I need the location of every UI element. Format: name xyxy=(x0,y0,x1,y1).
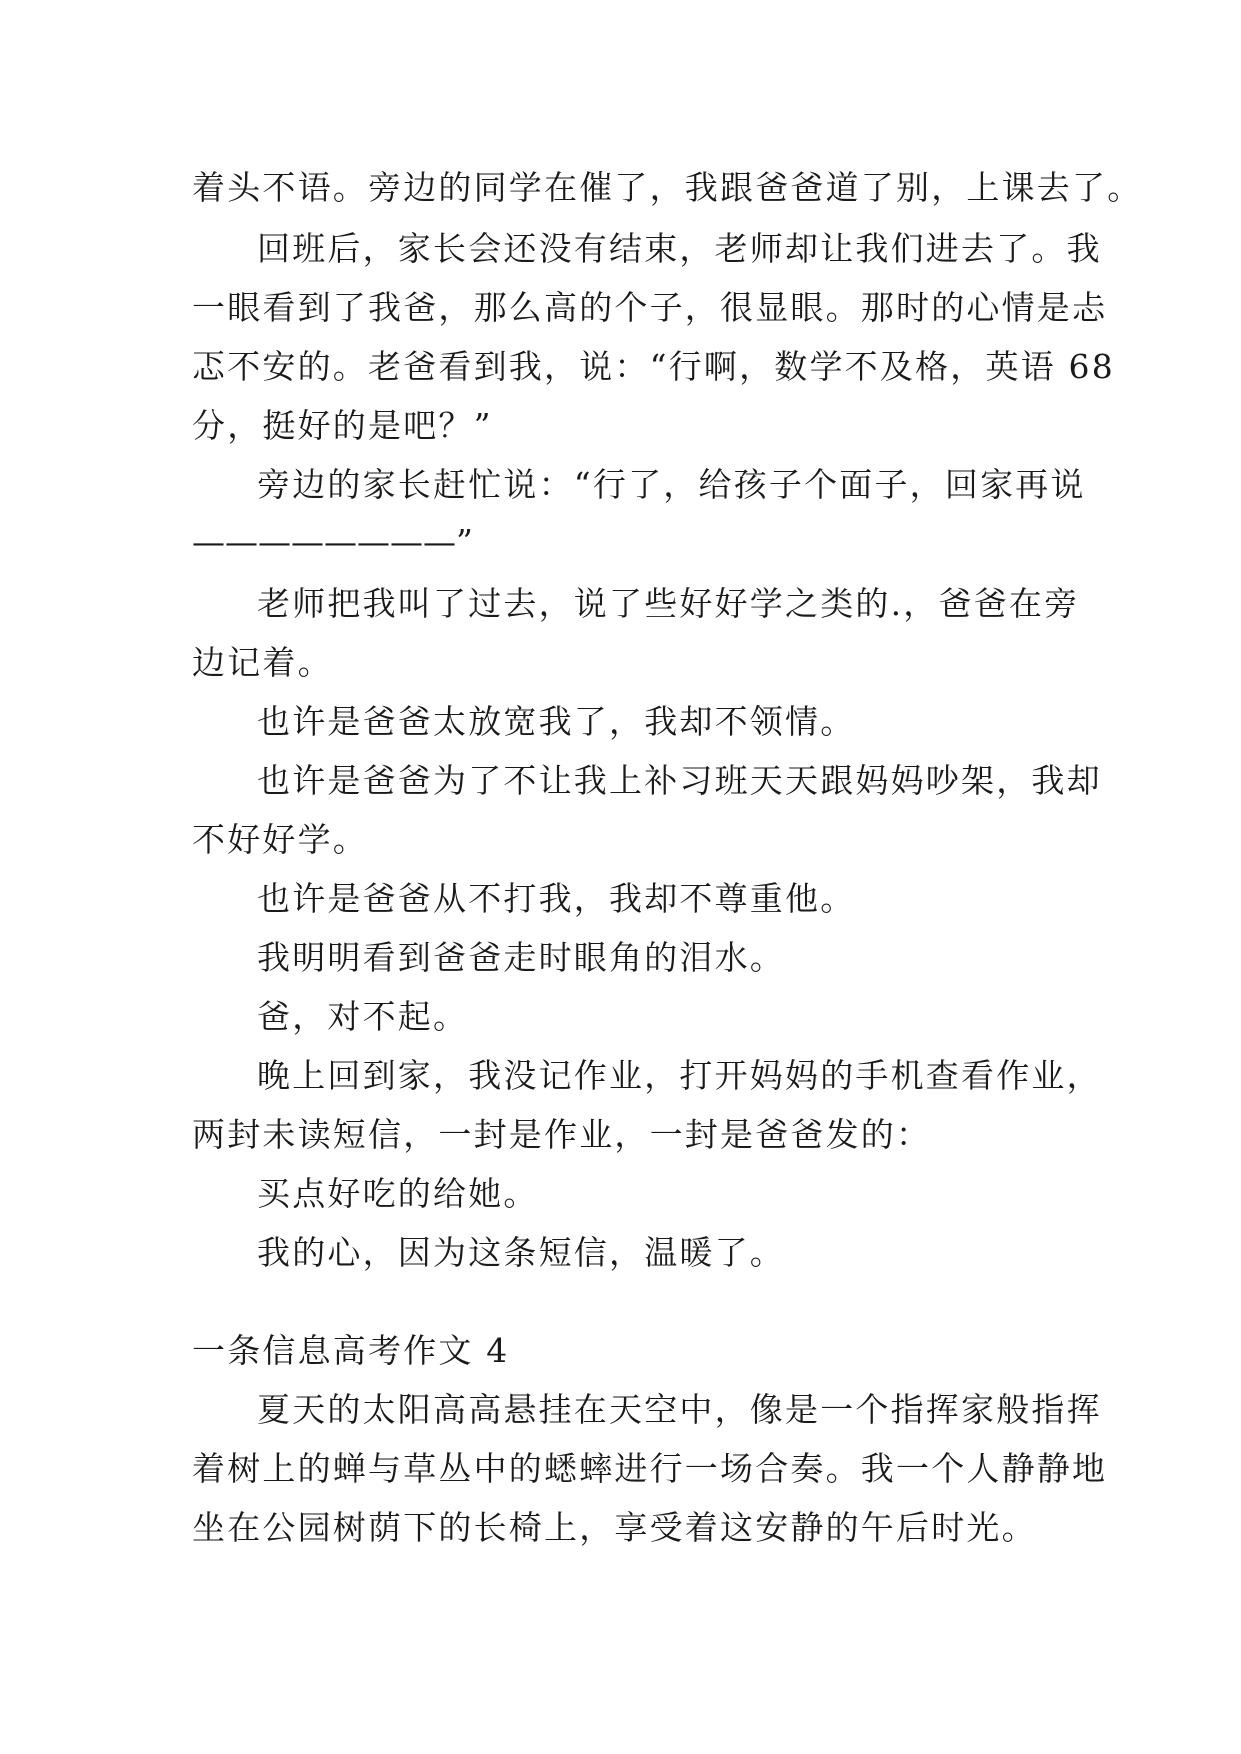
paragraph-line: 我的心，因为这条短信，温暖了。 xyxy=(257,1233,785,1272)
paragraph-line: 坐在公园树荫下的长椅上，享受着这安静的午后时光。 xyxy=(192,1508,1037,1547)
paragraph-line: 旁边的家长赶忙说：“行了，给孩子个面子，回家再说 xyxy=(257,465,1086,504)
paragraph-line: 也许是爸爸从不打我，我却不尊重他。 xyxy=(257,879,856,918)
section-title: 一条信息高考作文 4 xyxy=(192,1331,510,1370)
paragraph-line: 两封未读短信，一封是作业，一封是爸爸发的： xyxy=(192,1115,932,1154)
paragraph-line: 夏天的太阳高高悬挂在天空中，像是一个指挥家般指挥 xyxy=(257,1390,1102,1429)
paragraph-line: 着头不语。旁边的同学在催了，我跟爸爸道了别，上课去了。 xyxy=(192,168,1143,207)
paragraph-line: 一眼看到了我爸，那么高的个子，很显眼。那时的心情是忐 xyxy=(192,288,1108,327)
paragraph-line: 回班后，家长会还没有结束，老师却让我们进去了。我 xyxy=(257,229,1102,268)
paragraph-line: 着树上的蝉与草丛中的蟋蟀进行一场合奏。我一个人静静地 xyxy=(192,1449,1108,1488)
paragraph-line: 我明明看到爸爸走时眼角的泪水。 xyxy=(257,938,785,977)
paragraph-line: 不好好学。 xyxy=(192,820,368,859)
paragraph-line: 晚上回到家，我没记作业，打开妈妈的手机查看作业， xyxy=(257,1056,1102,1095)
paragraph-line: 分，挺好的是吧？” xyxy=(192,406,493,445)
paragraph-line: 忑不安的。老爸看到我，说：“行啊，数学不及格，英语 68 xyxy=(192,347,1115,386)
paragraph-line: 也许是爸爸为了不让我上补习班天天跟妈妈吵架，我却 xyxy=(257,761,1102,800)
paragraph-line: ————————” xyxy=(192,522,473,561)
paragraph-line: 边记着。 xyxy=(192,643,333,682)
paragraph-line: 老师把我叫了过去，说了些好好学之类的.，爸爸在旁 xyxy=(257,584,1080,623)
paragraph-line: 爸，对不起。 xyxy=(257,997,469,1036)
paragraph-line: 买点好吃的给她。 xyxy=(257,1174,539,1213)
paragraph-line: 也许是爸爸太放宽我了，我却不领情。 xyxy=(257,702,856,741)
